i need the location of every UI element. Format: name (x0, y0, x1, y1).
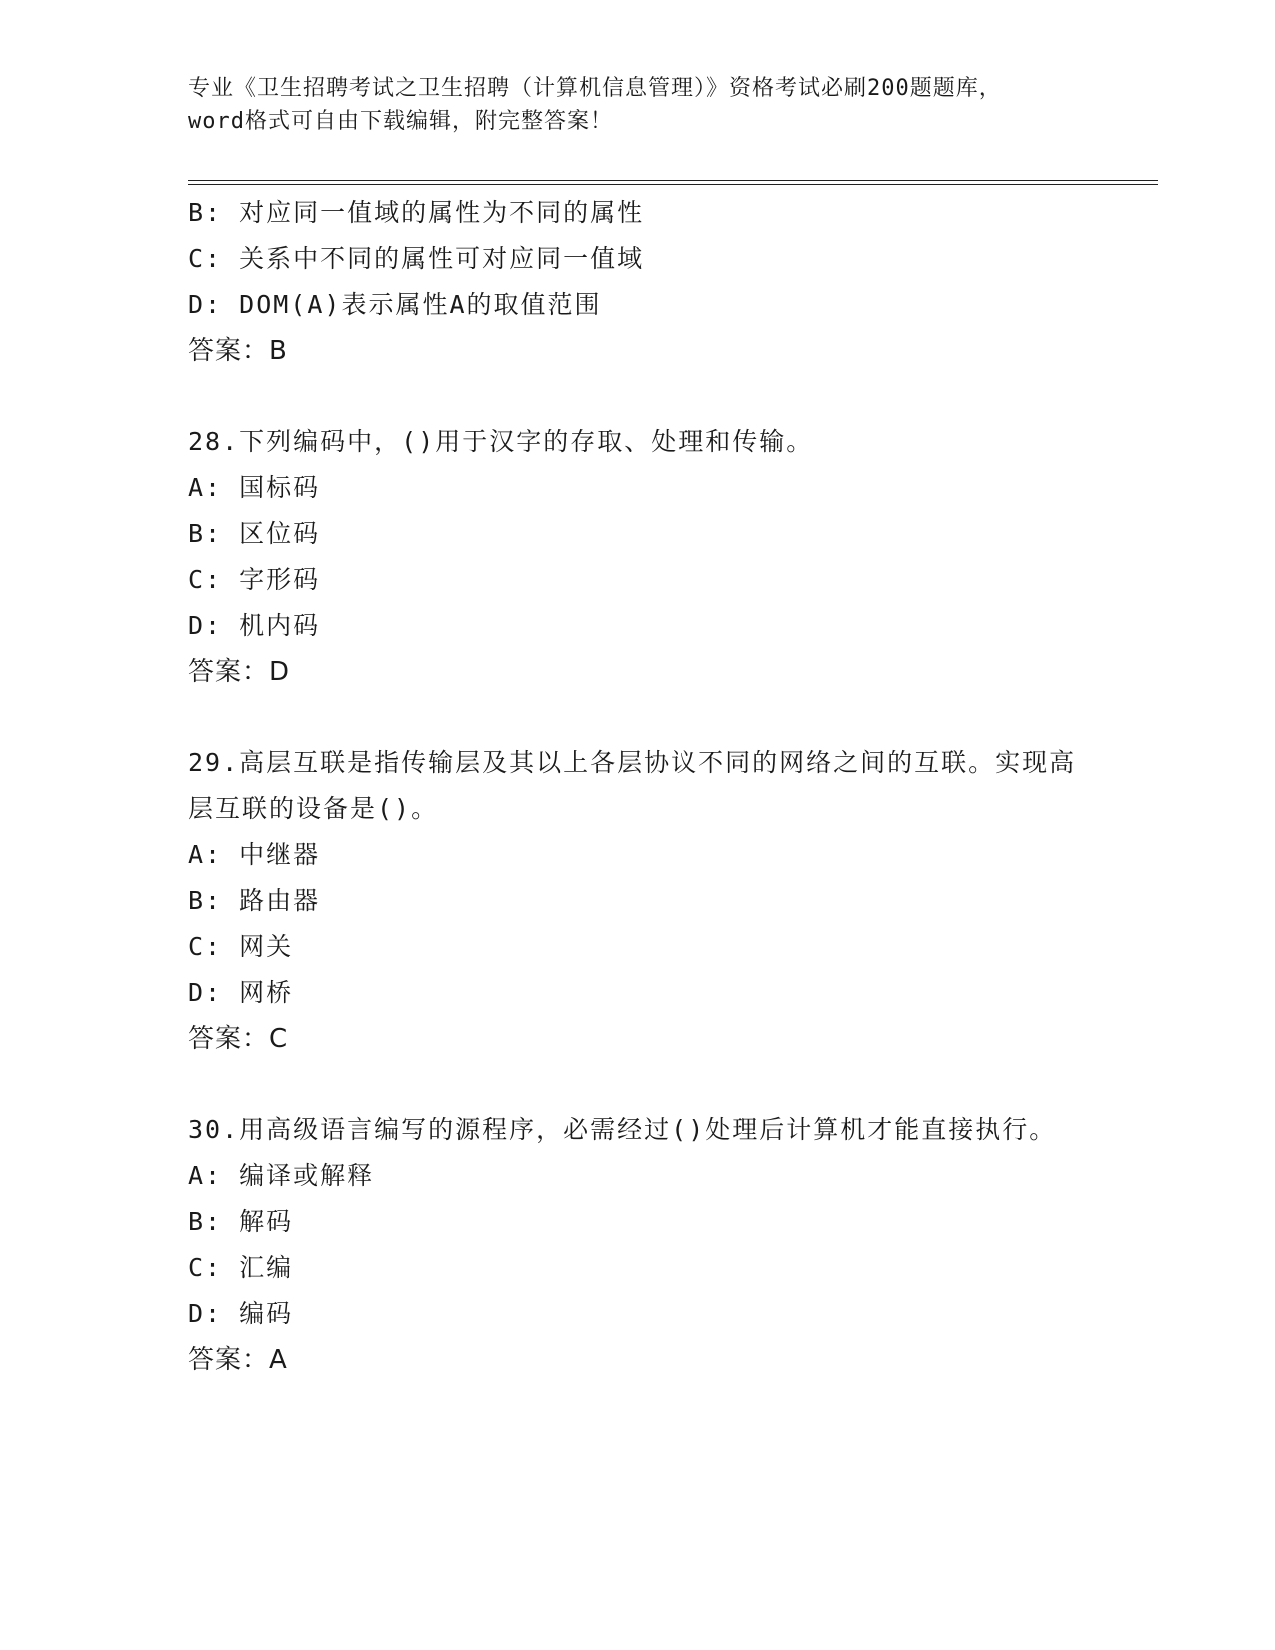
option-d: D: 网桥 (188, 978, 294, 1007)
question-29 (188, 740, 1088, 1062)
answer-line: 答案：B (188, 336, 288, 366)
option-c: C: 网关 (188, 932, 294, 961)
question-stem: 28.下列编码中，()用于汉字的存取、处理和传输。 (188, 427, 814, 456)
option-c: C: 字形码 (188, 565, 321, 594)
spacer (188, 1062, 1088, 1107)
question-28 (188, 419, 1088, 695)
answer-line: 答案：C (188, 1024, 289, 1054)
option-b: B: 解码 (188, 1207, 294, 1236)
option-a: A: 中继器 (188, 840, 321, 869)
option-c: C: 关系中不同的属性可对应同一值域 (188, 244, 645, 273)
option-d: D: DOM(A)表示属性A的取值范围 (188, 290, 602, 319)
header-title-line-2: word格式可自由下载编辑，附完整答案！ (188, 109, 613, 134)
question-30 (188, 1107, 1088, 1383)
option-b: B: 区位码 (188, 519, 321, 548)
question-stem: 29.高层互联是指传输层及其以上各层协议不同的网络之间的互联。实现高层互联的设备是()。 (188, 748, 1077, 823)
option-b: B: 对应同一值域的属性为不同的属性 (188, 198, 645, 227)
option-a: A: 国标码 (188, 473, 321, 502)
answer-line: 答案：D (188, 657, 291, 687)
question-27-tail (188, 190, 1088, 374)
document-header (188, 72, 1088, 138)
option-a: A: 编译或解释 (188, 1161, 375, 1190)
option-c: C: 汇编 (188, 1253, 294, 1282)
option-d: D: 编码 (188, 1299, 294, 1328)
option-b: B: 路由器 (188, 886, 321, 915)
header-divider-top (188, 180, 1158, 181)
question-stem: 30.用高级语言编写的源程序，必需经过()处理后计算机才能直接执行。 (188, 1115, 1057, 1144)
header-title-line-1: 专业《卫生招聘考试之卫生招聘（计算机信息管理）》资格考试必刷200题题库， (188, 76, 1002, 101)
spacer (188, 695, 1088, 740)
spacer (188, 374, 1088, 419)
answer-line: 答案：A (188, 1345, 288, 1375)
header-divider-bottom (188, 184, 1158, 185)
option-d: D: 机内码 (188, 611, 321, 640)
question-list (188, 190, 1088, 1383)
